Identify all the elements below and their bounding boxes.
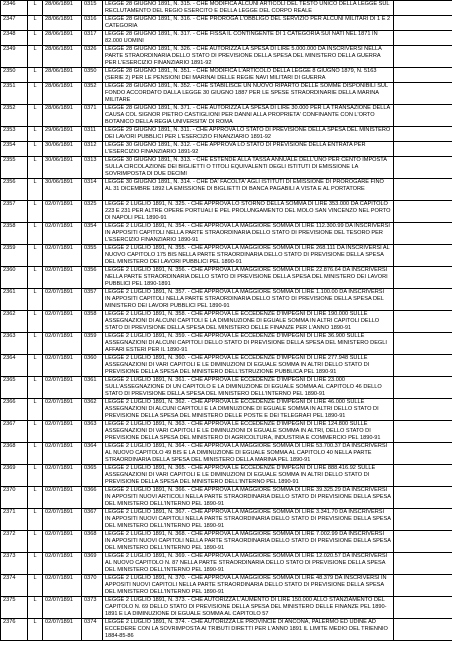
empty-cell: [394, 157, 452, 179]
record-date: 28/06/1891: [43, 68, 82, 83]
record-code: 0358: [82, 311, 103, 333]
table-row: [1, 142, 452, 157]
empty-cell: [394, 553, 452, 575]
record-code: 0316: [82, 16, 103, 31]
record-code: 0366: [82, 487, 103, 509]
table-row: [1, 127, 452, 142]
record-date: 28/06/1891: [43, 46, 82, 68]
empty-cell: [394, 1, 452, 16]
record-description: LEGGE 28 GIUGNO 1891, N. 351. - CHE MODIFICA L'ARTICOLO DELLA LEGGE 8 GIUGNO 1879, N. 5163 (SERIE 2) PER LE PENSIONI DEI MARINAI DELLE REGIE NAVI MILITARI DI GUERRA: [103, 68, 394, 83]
table-row: [1, 553, 452, 575]
record-description: LEGGE 2 LUGLIO 1891, N. 364. - CHE APPROVA LA MAGGIORE SOMMA DI LIRE 53.700.37 DA INSCRIVERSI AL NUOVO CAPITOLO 49 BIS E LA DIMINUZIONE DI EGUALE SOMMA AL CAPITOLO 40 NELLA PARTE STRAORDINARIA DELLA SPESA DEL MINISTERO DELLA MARINA PEL 1890-91: [103, 443, 394, 465]
record-type: L: [28, 46, 43, 68]
table-row: [1, 377, 452, 399]
record-number: 2369: [1, 465, 28, 487]
record-description: LEGGE 28 GIUGNO 1891, N. 317. - CHE FISSA IL CONTINGENTE DI 1 CATEGORIA SUI NATI NEL 1871 IN 82.000 UOMINI: [103, 31, 394, 46]
record-date: 02/07/1891: [43, 355, 82, 377]
record-code: 0325: [82, 201, 103, 223]
empty-cell: [394, 619, 452, 641]
empty-cell: [394, 531, 452, 553]
empty-cell: [394, 333, 452, 355]
record-number: 2365: [1, 377, 28, 399]
record-type: L: [28, 575, 43, 597]
record-number: 2352: [1, 105, 28, 127]
record-description: LEGGE 28 GIUGNO 1891, N. 315. - CHE MODIFICA ALCUNI ARTICOLI DEL TESTO UNICO DELLA LEGGE SUL RECLUTAMENTO DEL REGIO ESERCITO E DELLA LEGGE DEL CORPO REALE: [103, 1, 394, 16]
empty-cell: [394, 377, 452, 399]
record-code: 0326: [82, 46, 103, 68]
record-date: 02/07/1891: [43, 465, 82, 487]
record-number: 2374: [1, 575, 28, 597]
record-code: 0363: [82, 421, 103, 443]
record-type: L: [28, 355, 43, 377]
empty-cell: [394, 509, 452, 531]
table-row: [1, 531, 452, 553]
record-number: 2355: [1, 157, 28, 179]
record-code: 0369: [82, 553, 103, 575]
table-row: [1, 355, 452, 377]
empty-cell: [394, 421, 452, 443]
record-description: LEGGE 2 LUGLIO 1891, N. 373. - CHE AUTORIZZA L'AUMENTO DI LIRE 150.000 ALLO STANZIAMENTO DEL CAPITOLO N. 69 DELLO STATO DI PREVISIONE DELLA SPESA DEL MINISTERO DELLE FINANZE PEL 1890-1891 E LA DIMINUZIONE DI EGUALE SOMMA AL CAPITOLO 57: [103, 597, 394, 619]
table-row: [1, 223, 452, 245]
empty-cell: [394, 16, 452, 31]
record-type: L: [28, 531, 43, 553]
record-type: L: [28, 509, 43, 531]
record-description: LEGGE 2 LUGLIO 1891, N. 362. - CHE APPROVA LE ECCEDENZE D'IMPEGNI DI LIRE 46.000 SULLE ASSEGNAZIONI DI ALCUNI CAPITOLI E LA DIMINUZIONE DI EGUALE SOMMA IN ALTRI DELLO STATO DI PREVISIONE DELLA SPESA DEL MINISTERO DELLE POSTE E DEI TELEGRAFI PEL 1890-91: [103, 399, 394, 421]
record-number: 2362: [1, 311, 28, 333]
table-row: [1, 68, 452, 83]
table-row: [1, 83, 452, 105]
record-code: 0362: [82, 399, 103, 421]
record-code: 0368: [82, 531, 103, 553]
record-code: 0356: [82, 267, 103, 289]
record-date: 02/07/1891: [43, 619, 82, 641]
record-number: 2347: [1, 16, 28, 31]
table-row: [1, 619, 452, 641]
record-number: 2354: [1, 142, 28, 157]
empty-cell: [394, 223, 452, 245]
record-description: LEGGE 2 LUGLIO 1891, N. 374. - CHE AUTORIZZA LE PROVINCIE DI ANCONA, PALERMO ED UDINE AD ECCEDERE CON LA SOVRIMPOSTA AI TRIBUTI DIRETTI PER L'ANNO 1891 IL LIMITE MEDIO DEL TRIENNIO 1884-85-86: [103, 619, 394, 641]
record-type: L: [28, 1, 43, 16]
record-type: L: [28, 201, 43, 223]
record-number: 2349: [1, 46, 28, 68]
record-code: 0314: [82, 179, 103, 201]
record-code: 0360: [82, 355, 103, 377]
record-number: 2367: [1, 421, 28, 443]
empty-cell: [394, 31, 452, 46]
record-number: 2357: [1, 201, 28, 223]
empty-cell: [394, 399, 452, 421]
record-type: L: [28, 179, 43, 201]
record-number: 2361: [1, 289, 28, 311]
record-code: 0359: [82, 333, 103, 355]
table-row: [1, 201, 452, 223]
record-date: 02/07/1891: [43, 399, 82, 421]
table-row: [1, 509, 452, 531]
record-date: 02/07/1891: [43, 267, 82, 289]
laws-register-body: [1, 1, 452, 641]
record-type: L: [28, 553, 43, 575]
table-row: [1, 1, 452, 16]
record-type: L: [28, 267, 43, 289]
empty-cell: [394, 83, 452, 105]
record-description: LEGGE 2 LUGLIO 1891, N. 359. - CHE APPROVA LE ECCEDENZE D'IMPEGNI DI LIRE 36.900 SULLE ASSEGNAZIONI DI ALCUNI CAPITOLI DELLO STATO DI PREVISIONE DELLA SPESA DEL MINISTERO DEGLI AFFARI ESTERI PER IL 1890-91: [103, 333, 394, 355]
record-type: L: [28, 311, 43, 333]
empty-cell: [394, 289, 452, 311]
table-row: [1, 399, 452, 421]
record-code: 0317: [82, 31, 103, 46]
record-date: 02/07/1891: [43, 289, 82, 311]
record-type: L: [28, 16, 43, 31]
record-description: LEGGE 28 GIUGNO 1891, N. 352. - CHE STABILISCE UN NUOVO RIPARTO DELLE SOMME DISPONIBILI SUL FONDO ACCORDATO DALLA LEGGE 30 GIUGNO 1887 PER LE SPESE STRAORDINARIE DELLA MARINA MILITARE: [103, 83, 394, 105]
record-number: 2348: [1, 31, 28, 46]
record-description: LEGGE 2 LUGLIO 1891, N. 367. - CHE APPROVA LA MAGGIORE SOMMA DI LIRE 3.341.70 DA INSCRIVERSI IN APPOSITI NUOVI CAPITOLI NELLA PARTE STRAORDINARIA DELLO STATO DI PREVISIONE DELLA SPESA DEL MINISTERO DELL'INTERNO PEL 1890-91: [103, 509, 394, 531]
record-number: 2346: [1, 1, 28, 16]
table-row: [1, 311, 452, 333]
record-date: 28/06/1891: [43, 105, 82, 127]
record-date: 02/07/1891: [43, 509, 82, 531]
record-type: L: [28, 597, 43, 619]
record-type: L: [28, 68, 43, 83]
record-type: L: [28, 487, 43, 509]
record-number: 2371: [1, 509, 28, 531]
record-number: 2350: [1, 68, 28, 83]
record-description: LEGGE 28 GIUGNO 1891, N. 316. - CHE PROROGA L'OBBLIGO DEL SERVIZIO PER ALCUNI MILITARI DI 1 E 2 CATEGORIA: [103, 16, 394, 31]
record-date: 02/07/1891: [43, 377, 82, 399]
record-date: 02/07/1891: [43, 597, 82, 619]
record-type: L: [28, 619, 43, 641]
table-row: [1, 16, 452, 31]
table-row: [1, 465, 452, 487]
record-code: 0313: [82, 157, 103, 179]
record-description: LEGGE 2 LUGLIO 1891, N. 354. - CHE APPROVA LA MAGGIORE SOMMA DI LIRE 112.300.99 DA INSCRIVERSI IN APPOSITI CAPITOLI NELLA PARTE STRAORDINARIA DELLO STATO DI PREVISIONE DEL TESORO PER L'ESERCIZIO FINANZIARIO 1890-91: [103, 223, 394, 245]
empty-cell: [394, 597, 452, 619]
record-type: L: [28, 421, 43, 443]
record-type: L: [28, 31, 43, 46]
record-description: LEGGE 2 LUGLIO 1891, N. 363. - CHE APPROVA LE ECCEDENZE D'IMPEGNI DI LIRE 124.800 SULLE ASSEGNAZIONI DI VARI CAPITOLI E LE DIMINUZIONI DI EGUALE SOMMA IN ALTRI, DELLO STATO DI PREVISIONE DELLA SPESA DEL MINISTERO DI AGRICOLTURA, INDUSTRIA E COMMERCIO PEL 1890-91: [103, 421, 394, 443]
record-description: LEGGE 29 GIUGNO 1891, N. 311. - CHE APPROVA LO STATO DI PREVISIONE DELLA SPESA DEL MINISTERO DEI LAVORI PUBBLICI PER L'ESERCIZIO FINANZIARIO 1891-92: [103, 127, 394, 142]
table-row: [1, 333, 452, 355]
record-date: 02/07/1891: [43, 245, 82, 267]
record-date: 02/07/1891: [43, 223, 82, 245]
record-number: 2372: [1, 531, 28, 553]
record-type: L: [28, 333, 43, 355]
record-date: 29/06/1891: [43, 127, 82, 142]
record-code: 0374: [82, 619, 103, 641]
record-date: 28/06/1891: [43, 83, 82, 105]
record-code: 0361: [82, 377, 103, 399]
record-number: 2356: [1, 179, 28, 201]
record-code: 0365: [82, 465, 103, 487]
table-row: [1, 267, 452, 289]
record-code: 0312: [82, 142, 103, 157]
record-number: 2376: [1, 619, 28, 641]
record-code: 0350: [82, 68, 103, 83]
empty-cell: [394, 355, 452, 377]
record-description: LEGGE 2 LUGLIO 1891, N. 356. - CHE APPROVA LA MAGGIORE SOMMA DI LIRE 22.876.64 DA INSCRIVERSI NELLA PARTE STRAORDINARIA DELLO STATO DI PREVISIONE DELLA SPESA DEL MINISTERO DEI LAVORI PUBBLICI PEL 1890-1891: [103, 267, 394, 289]
record-date: 30/06/1891: [43, 157, 82, 179]
record-number: 2368: [1, 443, 28, 465]
record-code: 0371: [82, 105, 103, 127]
record-date: 28/06/1891: [43, 16, 82, 31]
record-number: 2370: [1, 487, 28, 509]
record-date: 30/06/1891: [43, 142, 82, 157]
record-number: 2373: [1, 553, 28, 575]
record-type: L: [28, 223, 43, 245]
record-description: LEGGE 2 LUGLIO 1891, N. 325. - CHE APPROVA LO STORNO DELLA SOMMA DI LIRE 353.000 DA CAPITOLO 223 E 231 PER ALTRE OPERE PORTUALI E PEL PROLUNGAMENTO DEL MOLO SAN VINCENZO NEL PORTO DI NAPOLI PEL 1890-91: [103, 201, 394, 223]
empty-cell: [394, 311, 452, 333]
record-code: 0355: [82, 245, 103, 267]
table-row: [1, 487, 452, 509]
empty-cell: [394, 105, 452, 127]
record-number: 2364: [1, 355, 28, 377]
record-type: L: [28, 465, 43, 487]
record-type: L: [28, 245, 43, 267]
record-type: L: [28, 443, 43, 465]
record-code: 0373: [82, 597, 103, 619]
record-number: 2360: [1, 267, 28, 289]
record-type: L: [28, 157, 43, 179]
record-description: LEGGE 28 GIUGNO 1891, N. 371. - CHE AUTORIZZA LA SPESA DI LIRE 30.000 PER LA TRANSAZIONE DELLA CAUSA COL SIGNOR PIETRO CASTIGLIONI PER DANNI ALLA PROPRIETA' CONFINANTE CON L'ORTO BOTANICO DELLA REGIA UNIVERSITA' DI ROMA: [103, 105, 394, 127]
record-date: 30/06/1891: [43, 179, 82, 201]
empty-cell: [394, 201, 452, 223]
record-code: 0367: [82, 509, 103, 531]
record-type: L: [28, 377, 43, 399]
record-description: LEGGE 28 GIUGNO 1891, N. 326. - CHE AUTORIZZA LA SPESA DI LIRE 5.000.000 DA INSCRIVERSI NELLA PARTE STRAORDINARIA DELLO STATO DI PREVISIONE DELLA SPESA DEL MINISTERO DELLA GUERRA PER L'ESERCIZIO FINANZIARIO 1891-92: [103, 46, 394, 68]
empty-cell: [394, 267, 452, 289]
empty-cell: [394, 68, 452, 83]
record-description: LEGGE 30 GIUGNO 1891, N. 312. - CHE APPROVA LO STATO DI PREVISIONE DELLA ENTRATA PER L'ESERCIZIO FINANZIARIO 1891-92: [103, 142, 394, 157]
record-number: 2358: [1, 223, 28, 245]
record-type: L: [28, 105, 43, 127]
table-row: [1, 157, 452, 179]
record-type: L: [28, 289, 43, 311]
empty-cell: [394, 127, 452, 142]
table-row: [1, 575, 452, 597]
record-number: 2351: [1, 83, 28, 105]
record-number: 2363: [1, 333, 28, 355]
record-description: LEGGE 2 LUGLIO 1891, N. 357. - CHE APPROVA LA MAGGIORE SOMMA DI LIRE 1.100.00 DA INSCRIVERSI IN APPOSITI CAPITOLI NELLA PARTE STRAORDINARIA DELLO STATO DI PREVISIONE DELLA SPESA DEL MINISTERO DEI LAVORI PUBBLICI PEL 1890-91: [103, 289, 394, 311]
empty-cell: [394, 443, 452, 465]
record-date: 28/06/1891: [43, 1, 82, 16]
record-description: LEGGE 2 LUGLIO 1891, N. 369. - CHE APPROVA LA MAGGIORE SOMMA DI LIRE 12.020.57 DA INSCRIVERSI AL NUOVO CAPITOLO N. 87 NELLA PARTE STRAORDINARIA DELLO STATO DI PREVISIONE DELLA SPESA DEL MINISTERO DELL'INTERNO PEL 1890-91: [103, 553, 394, 575]
record-number: 2359: [1, 245, 28, 267]
record-description: LEGGE 30 GIUGNO 1891, N. 314. - CHE DA' FACOLTA' AGLI ISTITUTI DI EMISSIONE DI PROROGARE FINO AL 31 DICEMBRE 1892 LA EMISSIONE DI BIGLIETTI DI BANCA PAGABILI A VISTA E AL PORTATORE: [103, 179, 394, 201]
empty-cell: [394, 487, 452, 509]
record-date: 02/07/1891: [43, 201, 82, 223]
record-type: L: [28, 83, 43, 105]
empty-cell: [394, 245, 452, 267]
record-code: 0357: [82, 289, 103, 311]
record-code: 0354: [82, 223, 103, 245]
record-number: 2353: [1, 127, 28, 142]
record-number: 2375: [1, 597, 28, 619]
table-row: [1, 31, 452, 46]
record-code: 0352: [82, 83, 103, 105]
record-description: LEGGE 2 LUGLIO 1891, N. 368. - CHE APPROVA LA MAGGIORE SOMMA DI LIRE 7.002.99 DA INSCRIVERSI IN APPOSITI NUOVI CAPITOLI NELLA PARTE STRAORDINARIA DELLO STATO DI PREVISIONE DELLA SPESA DEL MINISTERO DELL'INTERNO PEL 1890-91: [103, 531, 394, 553]
record-description: LEGGE 30 GIUGNO 1891, N. 313. - CHE ESTENDE ALLA TASSA ANNUALE DELL'UNO PER CENTO IMPOSTA SULLA CIRCOLAZIONE DEI BIGLIETTI O TITOLI EQUIVALENTI DEGLI ISTITUTI DI EMISSIONE LA SOVRIMPOSTA DI DUE DECIMI: [103, 157, 394, 179]
record-description: LEGGE 2 LUGLIO 1891, N. 358. - CHE APPROVA LE ECCEDENZE D'IMPEGNI DI LIRE 190.000 SULLE ASSEGNAZIONI DI ALCUNI CAPITOLI E LA DIMINUZIONE DI EGUALE SOMMA IN ALTRI CAPITOLI DELLO STATO DI PREVISIONE DELLA SPESA DEL MINISTERO DELLE FINANZE PER L'ANNO 1890-91: [103, 311, 394, 333]
record-description: LEGGE 2 LUGLIO 1891, N. 370. - CHE APPROVA LA MAGGIORE SOMMA DI LIRE 48.379 DA INSCRIVERSI IN APPOSITI NUOVI CAPITOLI NELLA PARTE STRAORDINARIA DELLO STATO DI PREVISIONE DELLA SPESA DEL MINISTERO DELL'INTERNO PEL 1890-91: [103, 575, 394, 597]
record-code: 0370: [82, 575, 103, 597]
table-row: [1, 245, 452, 267]
table-row: [1, 46, 452, 68]
table-row: [1, 179, 452, 201]
empty-cell: [394, 575, 452, 597]
empty-cell: [394, 465, 452, 487]
table-row: [1, 421, 452, 443]
empty-cell: [394, 46, 452, 68]
record-date: 02/07/1891: [43, 333, 82, 355]
record-description: LEGGE 2 LUGLIO 1891, N. 366. - CHE APPROVA LA MAGGIORE SOMMA DI LIRE 39.325.29 DA INSCRIVERSI IN APPOSITI NUOVI ARTICOLI NELLA PARTE STRAORDINARIA DELLO STATO DI PREVISIONE DELLA SPESA DEL MINISTERO DELL'INTERNO PEL 1890-91: [103, 487, 394, 509]
empty-cell: [394, 179, 452, 201]
record-code: 0311: [82, 127, 103, 142]
table-row: [1, 443, 452, 465]
record-code: 0315: [82, 1, 103, 16]
record-date: 02/07/1891: [43, 575, 82, 597]
record-date: 02/07/1891: [43, 553, 82, 575]
record-date: 02/07/1891: [43, 487, 82, 509]
record-number: 2366: [1, 399, 28, 421]
record-date: 02/07/1891: [43, 443, 82, 465]
record-type: L: [28, 127, 43, 142]
empty-cell: [394, 142, 452, 157]
record-type: L: [28, 142, 43, 157]
table-row: [1, 597, 452, 619]
record-description: LEGGE 2 LUGLIO 1891, N. 360. - CHE APPROVA LE ECCEDENZE D'IMPEGNI DI LIRE 277.948 SULLE ASSEGNAZIONI DI VARI CAPITOLI E LE DIMINUZIONI DI EGUALE SOMMA IN ALTRI DELLO STATO DI PREVISIONE DELLA SPESA DEL MINISTERO DELL'ISTRUZIONE PUBBLICA PEL 1890-91: [103, 355, 394, 377]
record-date: 28/06/1891: [43, 31, 82, 46]
record-description: LEGGE 2 LUGLIO 1891, N. 361. - CHE APPROVA LE ECCEDENZE D'IMPEGNI DI LIRE 23.000 SULL'ASSEGNAZIONE DI UN CAPITOLO E LA DIMINUZIONE DI EGUALE SOMMA AL CAPITOLO 46 DELLO STATO DI PREVISIONE DELLA SPESA DEL MINISTERO DELL'INTERNO PEL 1890-91: [103, 377, 394, 399]
table-row: [1, 289, 452, 311]
record-description: LEGGE 2 LUGLIO 1891, N. 365. - CHE APPROVA LE ECCEDENZE D'IMPEGNI DI LIRE 888.416.92 SULLE ASSEGNAZIONI DI VARI CAPITOLI E LE DIMINUZIONI DI EGUALE SOMMA IN ALTRI DELLO STATO DI PREVISIONE DELLA SPESA DEL MINISTERO DELL'INTERNO PEL 1890-91: [103, 465, 394, 487]
record-date: 02/07/1891: [43, 311, 82, 333]
record-code: 0364: [82, 443, 103, 465]
table-row: [1, 105, 452, 127]
record-type: L: [28, 399, 43, 421]
record-date: 02/07/1891: [43, 531, 82, 553]
record-date: 02/07/1891: [43, 421, 82, 443]
record-description: LEGGE 2 LUGLIO 1891, N. 355. - CHE APPROVA LA MAGGIORE SOMMA DI LIRE 268.111 DA INSCRIVERSI AL NUOVO CAPITOLO 175 BIS NELLA PARTE STRAORDINARIA DELLO STATO DI PREVISIONE DELLA SPESA DEL MINISTERO DEI LAVORI PUBBLICI PEL 1890-91: [103, 245, 394, 267]
